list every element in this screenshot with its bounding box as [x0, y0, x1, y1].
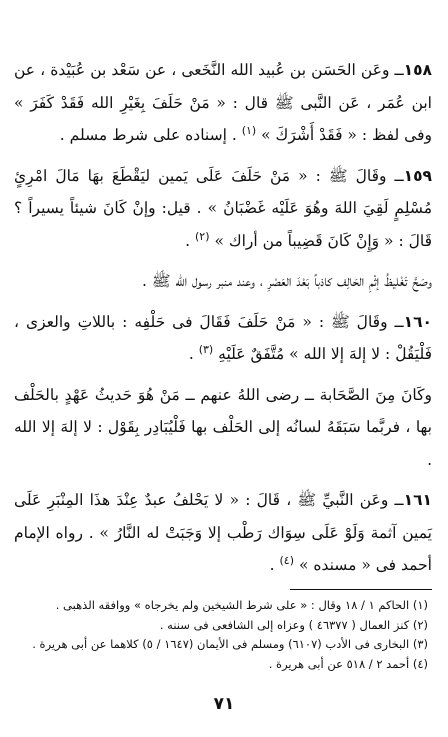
hadith-number: ١٥٨: [403, 61, 432, 79]
footnote-2: (٢) كنز العمال ( ٤٦٣٧٧ ) وعزاه إلى الشافعى فى سننه .: [159, 617, 428, 632]
footnote-divider: [290, 589, 432, 590]
hadith-text: ــ وقَالَ ﷺ : « مَنْ حَلَفَ عَلَى يَمين ليَقْطَعَ بهَا مَالَ امْرِئٍ مُسْلِمٍ لَقِيَ اللهَ وهُوَ عَلَيْه غَضْبَانُ » . قيل: وإنْ كَانَ شيئاً يسيراً ؟ قَالَ : « وَإِنْ كَانَ قَضِيباً من أراك »: [14, 166, 432, 250]
commentary-paragraph: [14, 265, 432, 298]
hadith-number: ١٦١: [403, 491, 432, 509]
footnote-ref: (١): [241, 123, 257, 137]
footnote-4: (٤) أحمد ٢ / ٥١٨ عن أبى هريرة .: [268, 656, 428, 671]
page-number: ٧١: [213, 694, 235, 714]
footnotes: [30, 596, 428, 674]
hadith-tail: .: [269, 556, 280, 574]
footnote-ref: (٣): [198, 342, 214, 356]
hadith-number: ١٥٩: [403, 166, 432, 185]
commentary-paragraph: [14, 379, 432, 477]
hadith-tail: .: [188, 345, 199, 363]
hadith-159: [14, 160, 432, 258]
hadith-number: ١٦٠: [403, 312, 432, 331]
commentary-text: وصَحَّ تَغْليظُ إثْمِ الحَالِف كاذباً بَعْدَ العَصْرِ ، وعند منبر رسول الله ﷺ .: [142, 272, 432, 290]
hadith-text: ــ وعَن الحَسَن بن عُبيد الله النَّخَعى ، عن سَعْد بن عُبَيْدة ، عن ابن عُمَر ، عَن النَّبى ﷺ قال : « مَنْ حَلَفَ بِغَيْرِ الله فَقَدْ كَفَرَ » وفى لفظ : « فَقَدْ أَشْرَكَ »: [14, 61, 432, 144]
footnote-1: (١) الحاكم ١ / ١٨ وقال : « على شرط الشيخين ولم يخرجاه » ووافقه الذهبى .: [55, 598, 428, 612]
hadith-text: ــ وعَن النَّبيِّ ﷺ ، قَالَ : « لا يَحْلفُ عبدٌ عِنْدَ هذَا المِنْبَرِ عَلَى يَمين آثمة وَلَوْ عَلَى سِوَاك رَطْب إلا وَجَبَتْ له النَّارُ » . رواه الإمام أحمد فى « مسنده »: [14, 491, 432, 574]
footnote-ref: (٤): [279, 553, 294, 567]
hadith-text: ــ وقَالَ ﷺ : « مَنْ حَلَفَ فَقَالَ فى حَلْفِه : باللاتِ والعزى ، فَلْيَقُلْ : لا إلهَ إلا الله » مُتَّفَقٌ عَلَيْهِ: [14, 312, 432, 363]
main-text: [14, 54, 432, 590]
hadith-tail: . إسناده على شرط مسلم .: [59, 126, 242, 144]
hadith-tail: .: [185, 231, 195, 250]
commentary-text: وكَانَ مِنَ الصَّحَابة ــ رضى اللهُ عنهم ــ مَنْ هُوَ حَديثُ عَهْدٍ بالحَلْف بها ، فربَّما سَبَقَهُ لسانُه إلى الحَلْف بها فَلْيُبَادِر بِقَوْل : لا إلهَ إلا الله .: [14, 385, 432, 469]
hadith-158: [14, 54, 432, 152]
hadith-160: [14, 306, 432, 371]
footnote-3: (٣) البخارى فى الأدب (٦١٠٧) ومسلم فى الأيمان (١٦٤٧ / ٥) كلاهما عن أبى هريرة .: [32, 637, 428, 651]
footnote-ref: (٢): [194, 229, 210, 243]
hadith-161: [14, 484, 432, 582]
